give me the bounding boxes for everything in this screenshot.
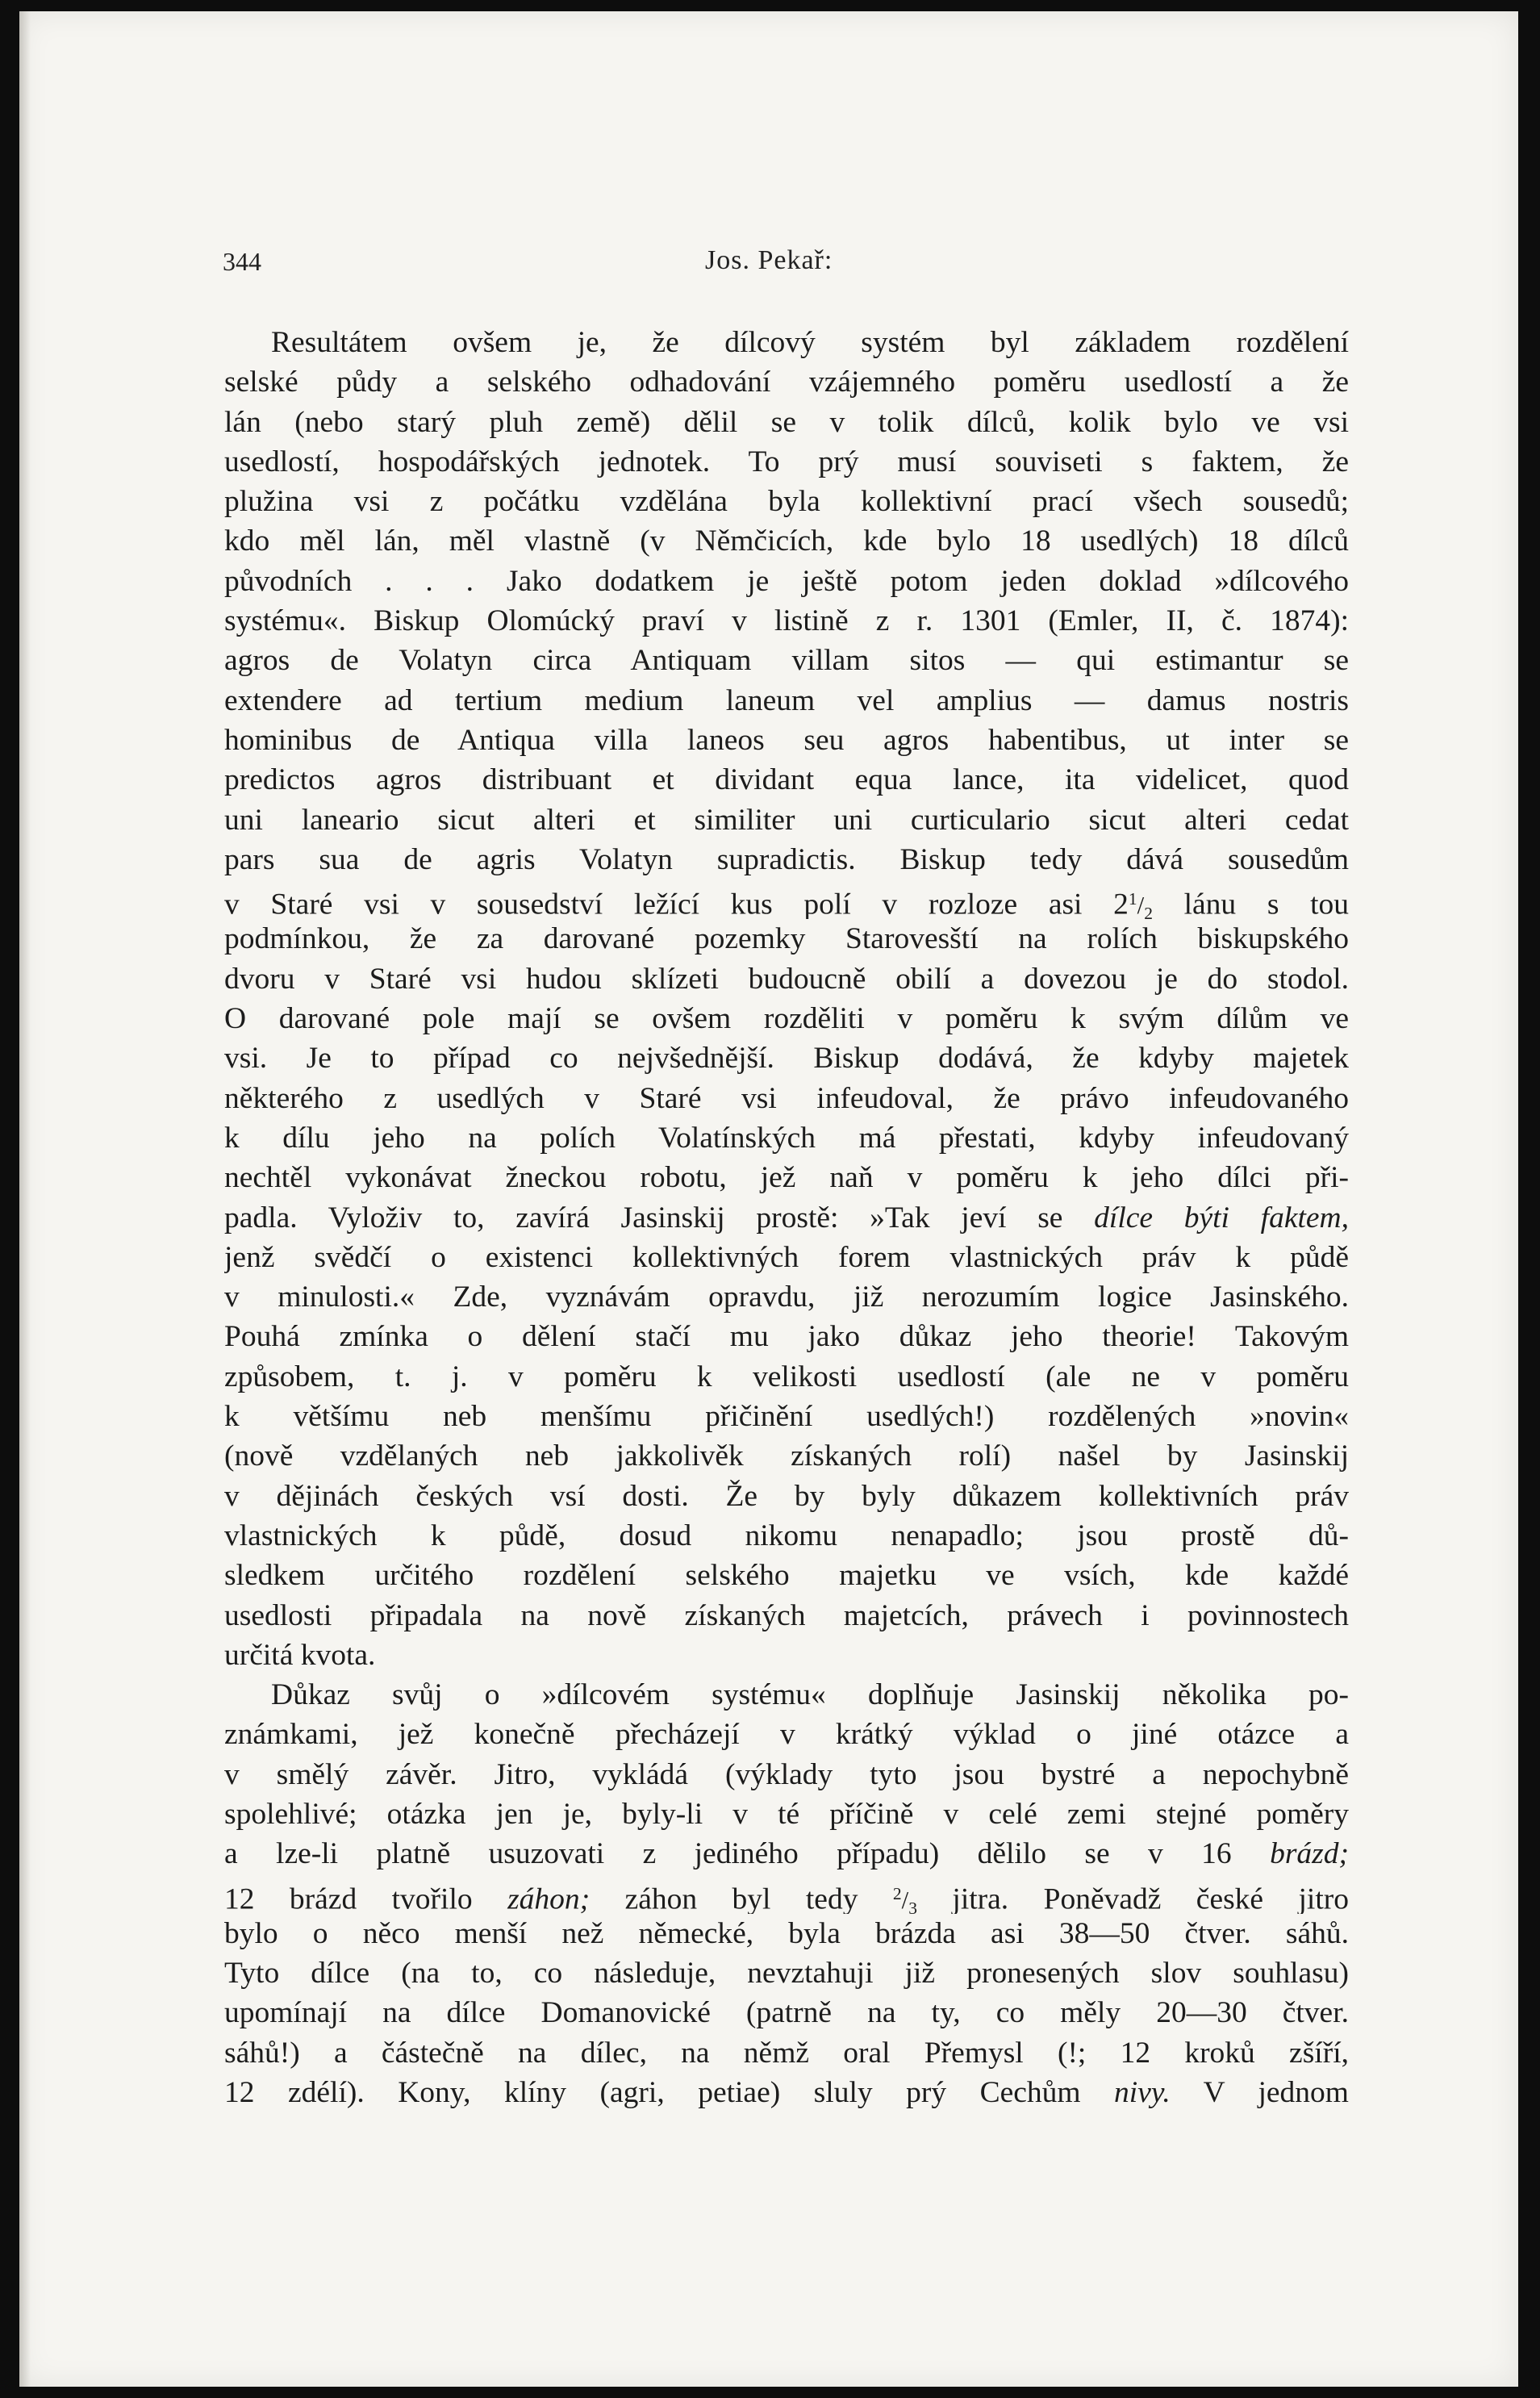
fraction-denominator: 3 <box>908 1898 917 1914</box>
italic-emphasis: záhon; <box>507 1882 591 1914</box>
text-line: hominibus de Antiqua villa laneos seu agros habentibus, ut inter se <box>224 723 1349 757</box>
paragraph-2 <box>224 1675 1349 2112</box>
text-line: k většímu neb menšímu přičinění usedlých!) rozdělených »novin« <box>224 1400 1349 1434</box>
text-line: Pouhá zmínka o dělení stačí mu jako důkaz jeho theorie! Takovým <box>224 1320 1349 1354</box>
text-fragment: V jednom <box>1170 2076 1349 2110</box>
text-line: plužina vsi z počátku vzdělána byla kollektivní prací všech sousedů; <box>224 485 1349 519</box>
text-line: bylo o něco menší než německé, byla brázda asi 38—50 čtver. sáhů. <box>224 1916 1349 1950</box>
text-line: selské půdy a selského odhadování vzájemného poměru usedlostí a že <box>224 366 1349 399</box>
italic-emphasis: dílce býti faktem, <box>1094 1201 1349 1235</box>
text-line: dvoru v Staré vsi hudou sklízeti budoucně obilí a dovezou je do stodol. <box>224 962 1349 996</box>
text-line: systému«. Biskup Olomúcký praví v listině z r. 1301 (Emler, II, č. 1874): <box>224 604 1349 638</box>
text-line: extendere ad tertium medium laneum vel amplius — damus nostris <box>224 683 1349 717</box>
text-line: spolehlivé; otázka jen je, byly-li v té příčině v celé zemi stejné poměry <box>224 1797 1349 1831</box>
text-line: predictos agros distribuant et dividant equa lance, ita videlicet, quod <box>224 763 1349 797</box>
text-line <box>224 1198 1349 1238</box>
page-header <box>223 240 1352 281</box>
text-line: lán (nebo starý pluh země) dělil se v tolik dílců, kolik bylo ve vsi <box>224 405 1349 439</box>
text-fragment: 12 zdélí). Kony, klíny (agri, petiae) sluly prý Cechům <box>224 2076 1115 2110</box>
paragraph-1 <box>224 323 1349 1675</box>
text-line: podmínkou, že za darované pozemky Starovesští na rolích biskupského <box>224 922 1349 956</box>
text-line: (nově vzdělaných neb jakkolivěk získaných rolí) našel by Jasinskij <box>224 1439 1349 1473</box>
text-line: původních . . . Jako dodatkem je ještě potom jeden doklad »dílcového <box>224 564 1349 598</box>
page-edge-shadow <box>19 11 31 2387</box>
text-line: sáhů!) a částečně na dílec, na němž oral Přemysl (!; 12 kroků zšíří, <box>224 2036 1349 2070</box>
text-line: Tyto dílce (na to, co následuje, nevztahuji již pronesených slov souhlasu) <box>224 1957 1349 1991</box>
text-line: způsobem, t. j. v poměru k velikosti usedlostí (ale ne v poměru <box>224 1360 1349 1393</box>
fraction: $^2/_3$ <box>893 1886 917 1914</box>
text-line: kdo měl lán, měl vlastně (v Němčicích, kde bylo 18 usedlých) 18 dílců <box>224 524 1349 558</box>
text-fragment: 12 brázd tvořilo <box>224 1882 508 1914</box>
text-fragment: lánu s tou <box>1152 888 1349 920</box>
text-line: určitá kvota. <box>224 1638 376 1672</box>
italic-emphasis: nivy. <box>1114 2076 1171 2110</box>
text-line: v dějinách českých vsí dosti. Že by byly důkazem kollektivních práv <box>224 1479 1349 1513</box>
text-line <box>224 879 1349 919</box>
italic-emphasis: brázd; <box>1270 1837 1349 1871</box>
fraction-denominator: 2 <box>1144 904 1153 920</box>
text-line: k dílu jeho na polích Volatínských má přestati, kdyby infeudovaný <box>224 1121 1349 1155</box>
text-line: vlastnických k půdě, dosud nikomu nenapadlo; jsou prostě dů- <box>224 1519 1349 1552</box>
text-line: v minulosti.« Zde, vyznávám opravdu, již nerozumím logice Jasinského. <box>224 1280 1349 1314</box>
text-fragment: záhon byl tedy <box>590 1882 893 1914</box>
text-line: Resultátem ovšem je, že dílcový systém byl základem rozdělení <box>271 326 1349 359</box>
text-line: některého z usedlých v Staré vsi infeudoval, že právo infeudovaného <box>224 1081 1349 1115</box>
running-head: Jos. Pekař: <box>705 245 833 275</box>
text-fragment: v Staré vsi v sousedství ležící kus polí v rozloze asi 2 <box>224 888 1129 920</box>
text-line: uni laneario sicut alteri et similiter uni curticulario sicut alteri cedat <box>224 803 1349 837</box>
text-line: agros de Volatyn circa Antiquam villam sitos — qui estimantur se <box>224 644 1349 678</box>
text-line: vsi. Je to případ co nejvšednější. Biskup dodává, že kdyby majetek <box>224 1042 1349 1076</box>
text-line <box>224 1874 1349 1914</box>
text-line: usedlostí, hospodářských jednotek. To prý musí souviseti s faktem, že <box>224 445 1349 478</box>
fraction-numerator: 2 <box>892 1883 902 1903</box>
text-fragment: padla. Vyloživ to, zavírá Jasinskij prostě: »Tak jeví se <box>224 1201 1095 1235</box>
text-line: upomínají na dílce Domanovické (patrně na ty, co měly 20—30 čtver. <box>224 1996 1349 2030</box>
text-line: sledkem určitého rozdělení selského majetku ve vsích, kde každé <box>224 1559 1349 1593</box>
text-line: O darované pole mají se ovšem rozděliti v poměru k svým dílům ve <box>224 1002 1349 1036</box>
text-line: v smělý závěr. Jitro, vykládá (výklady tyto jsou bystré a nepochybně <box>224 1757 1349 1791</box>
page-number: 344 <box>223 247 261 276</box>
text-fragment: jitra. Poněvadž české jitro <box>916 1882 1349 1914</box>
text-fragment: a lze-li platně usuzovati z jediného případu) dělilo se v 16 <box>224 1837 1271 1871</box>
text-line: Důkaz svůj o »dílcovém systému« doplňuje Jasinskij několika po- <box>271 1678 1349 1712</box>
text-line: pars sua de agris Volatyn supradictis. Biskup tedy dává sousedům <box>224 842 1349 876</box>
text-line: nechtěl vykonávat žneckou robotu, jež naň v poměru k jeho dílci při- <box>224 1161 1349 1195</box>
text-line: známkami, jež konečně přecházejí v krátký výklad o jiné otázce a <box>224 1718 1349 1752</box>
text-line: usedlosti připadala na nově získaných majetcích, právech i povinnostech <box>224 1598 1349 1632</box>
fraction-numerator: 1 <box>1128 889 1137 909</box>
text-line <box>224 1834 1349 1874</box>
body-text <box>224 323 1349 2112</box>
text-line <box>224 2073 1349 2112</box>
text-line: jenž svědčí o existenci kollektivných forem vlastnických práv k půdě <box>224 1240 1349 1274</box>
fraction: $^1/_2$ <box>1129 892 1153 919</box>
